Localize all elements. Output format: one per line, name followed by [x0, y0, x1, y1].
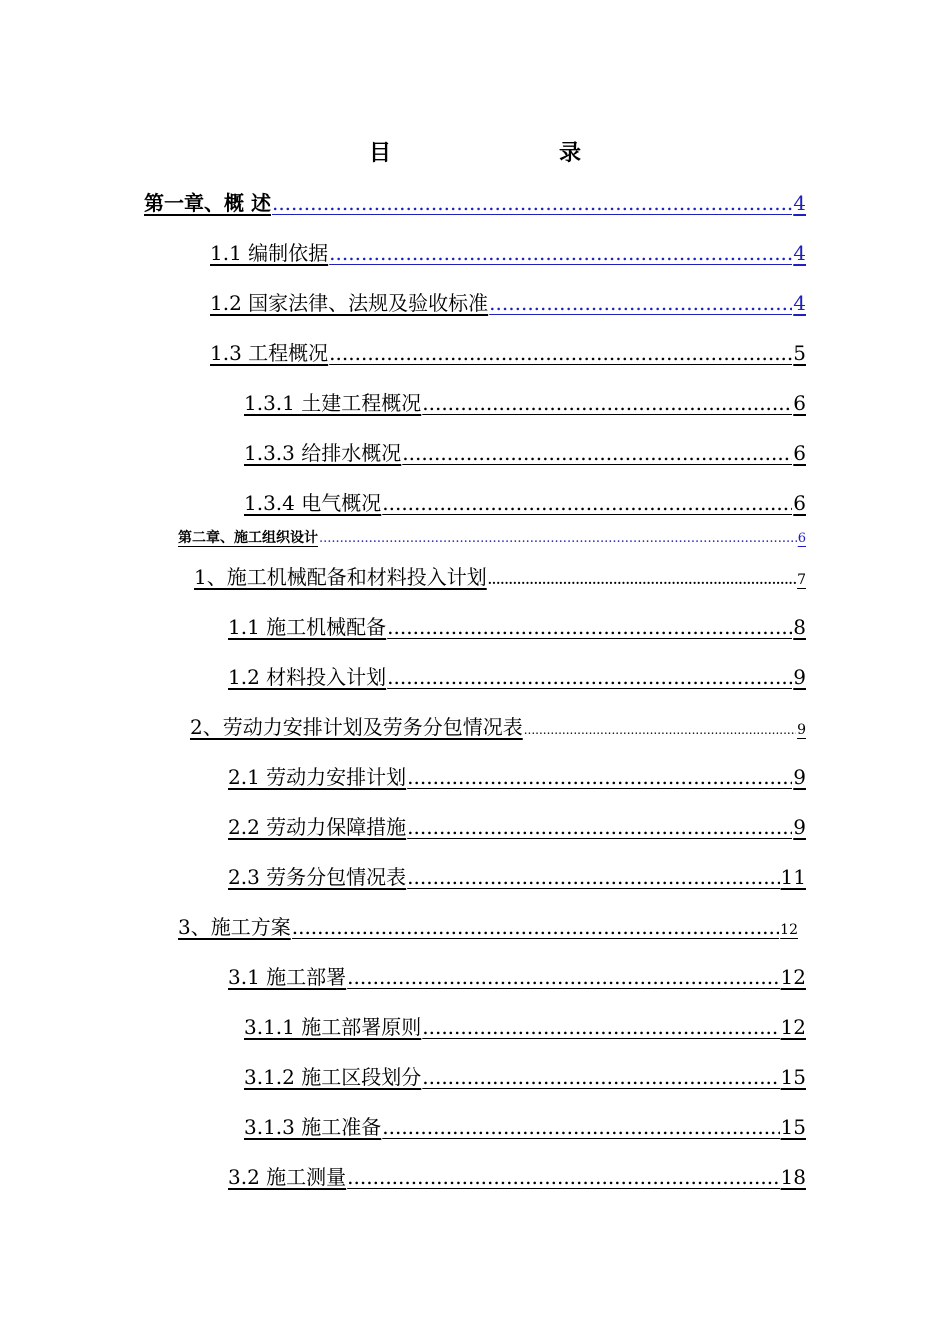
toc-entry-label: 1.2 材料投入计划: [228, 665, 387, 689]
toc-entry-label: 3、施工方案: [178, 915, 291, 939]
toc-entry-page: 12: [780, 965, 806, 989]
toc-entry-s3-1[interactable]: [228, 961, 806, 990]
toc-entry-label: 1.3 工程概况: [210, 341, 329, 365]
toc-entry-label: 1.3.1 土建工程概况: [244, 391, 422, 415]
toc-entry-s2-3[interactable]: [228, 861, 806, 890]
toc-leader: [329, 341, 792, 365]
toc-entry-page: 4: [793, 241, 806, 265]
toc-leader: [407, 865, 779, 889]
toc-entry-1-3-4[interactable]: [244, 487, 806, 516]
toc-entry-page: 5: [793, 341, 806, 365]
toc-entry-label: 2.1 劳动力安排计划: [228, 765, 407, 789]
toc-leader: [329, 241, 792, 265]
toc-entry-page: 6: [793, 391, 806, 415]
toc-entry-s2-2[interactable]: [228, 811, 806, 840]
toc-leader: [319, 531, 797, 546]
toc-leader: [402, 441, 792, 465]
toc-entry-1-3[interactable]: [210, 337, 806, 366]
toc-entry-page: 4: [793, 191, 806, 215]
toc-leader: [422, 391, 792, 415]
toc-entry-s2-1[interactable]: [228, 761, 806, 790]
toc-entry-page: 15: [780, 1065, 806, 1089]
toc-leader: [422, 1065, 779, 1089]
toc-leader: [488, 573, 796, 587]
toc-entry-page: 12: [780, 922, 798, 938]
toc-entry-1-3-1[interactable]: [244, 387, 806, 416]
toc-entry-page: 7: [797, 572, 806, 588]
toc-entry-page: 18: [780, 1165, 806, 1189]
toc-entry-chapter-2[interactable]: [178, 527, 806, 547]
toc-title: [0, 136, 950, 167]
toc-entry-label: 2、劳动力安排计划及劳务分包情况表: [190, 715, 523, 739]
toc-entry-label: 第一章、概 述: [144, 191, 271, 215]
toc-entry-chapter-1[interactable]: [144, 187, 806, 216]
toc-leader: [347, 965, 779, 989]
toc-leader: [272, 191, 792, 215]
toc-entry-page: 12: [780, 1015, 806, 1039]
toc-entry-label: 3.1 施工部署: [228, 965, 347, 989]
toc-entry-s3-1-3[interactable]: [244, 1111, 806, 1140]
toc-entry-page: 9: [793, 765, 806, 789]
toc-leader: [422, 1015, 779, 1039]
toc-title-right: 录: [559, 141, 582, 166]
toc-entry-s1-2[interactable]: [228, 661, 806, 690]
toc-leader: [407, 765, 792, 789]
toc-entry-page: 4: [793, 291, 806, 315]
toc-entry-1-3-3[interactable]: [244, 437, 806, 466]
toc-entry-page: 15: [780, 1115, 806, 1139]
toc-entry-section-1[interactable]: [194, 561, 806, 590]
toc-leader: [347, 1165, 779, 1189]
toc-entry-label: 第二章、施工组织设计: [178, 530, 318, 546]
toc-entry-label: 1.1 施工机械配备: [228, 615, 387, 639]
toc-entry-label: 2.3 劳务分包情况表: [228, 865, 407, 889]
toc-leader: [524, 723, 796, 737]
toc-entry-label: 1.3.4 电气概况: [244, 491, 382, 515]
toc-entry-s3-2[interactable]: [228, 1161, 806, 1190]
toc-entry-label: 1.1 编制依据: [210, 241, 329, 265]
toc-entry-section-2[interactable]: [190, 711, 806, 740]
toc-leader: [387, 665, 792, 689]
toc-entry-label: 1、施工机械配备和材料投入计划: [194, 565, 487, 589]
toc-entry-page: 11: [780, 865, 806, 889]
toc-leader: [292, 915, 779, 939]
toc-entry-section-3[interactable]: [178, 911, 798, 940]
toc-entry-s1-1[interactable]: [228, 611, 806, 640]
toc-leader: [387, 615, 792, 639]
toc-title-left: 目: [368, 141, 391, 166]
toc-entry-page: 9: [793, 665, 806, 689]
toc-entry-label: 3.1.1 施工部署原则: [244, 1015, 422, 1039]
toc-entry-label: 1.3.3 给排水概况: [244, 441, 402, 465]
toc-entry-page: 8: [793, 615, 806, 639]
toc-entry-page: 6: [797, 531, 806, 546]
toc-entry-page: 9: [793, 815, 806, 839]
toc-leader: [407, 815, 792, 839]
toc-entry-1-2[interactable]: [210, 287, 806, 316]
toc-entry-label: 2.2 劳动力保障措施: [228, 815, 407, 839]
toc-entry-label: 1.2 国家法律、法规及验收标准: [210, 291, 489, 315]
toc-entry-1-1[interactable]: [210, 237, 806, 266]
toc-entry-page: 9: [797, 722, 806, 738]
toc-entry-label: 3.1.2 施工区段划分: [244, 1065, 422, 1089]
toc-entry-page: 6: [793, 491, 806, 515]
toc-leader: [382, 1115, 779, 1139]
toc-leader: [489, 291, 792, 315]
toc-entry-s3-1-2[interactable]: [244, 1061, 806, 1090]
toc-entry-label: 3.2 施工测量: [228, 1165, 347, 1189]
toc-entry-label: 3.1.3 施工准备: [244, 1115, 382, 1139]
toc-entry-s3-1-1[interactable]: [244, 1011, 806, 1040]
toc-entry-page: 6: [793, 441, 806, 465]
toc-leader: [382, 491, 792, 515]
